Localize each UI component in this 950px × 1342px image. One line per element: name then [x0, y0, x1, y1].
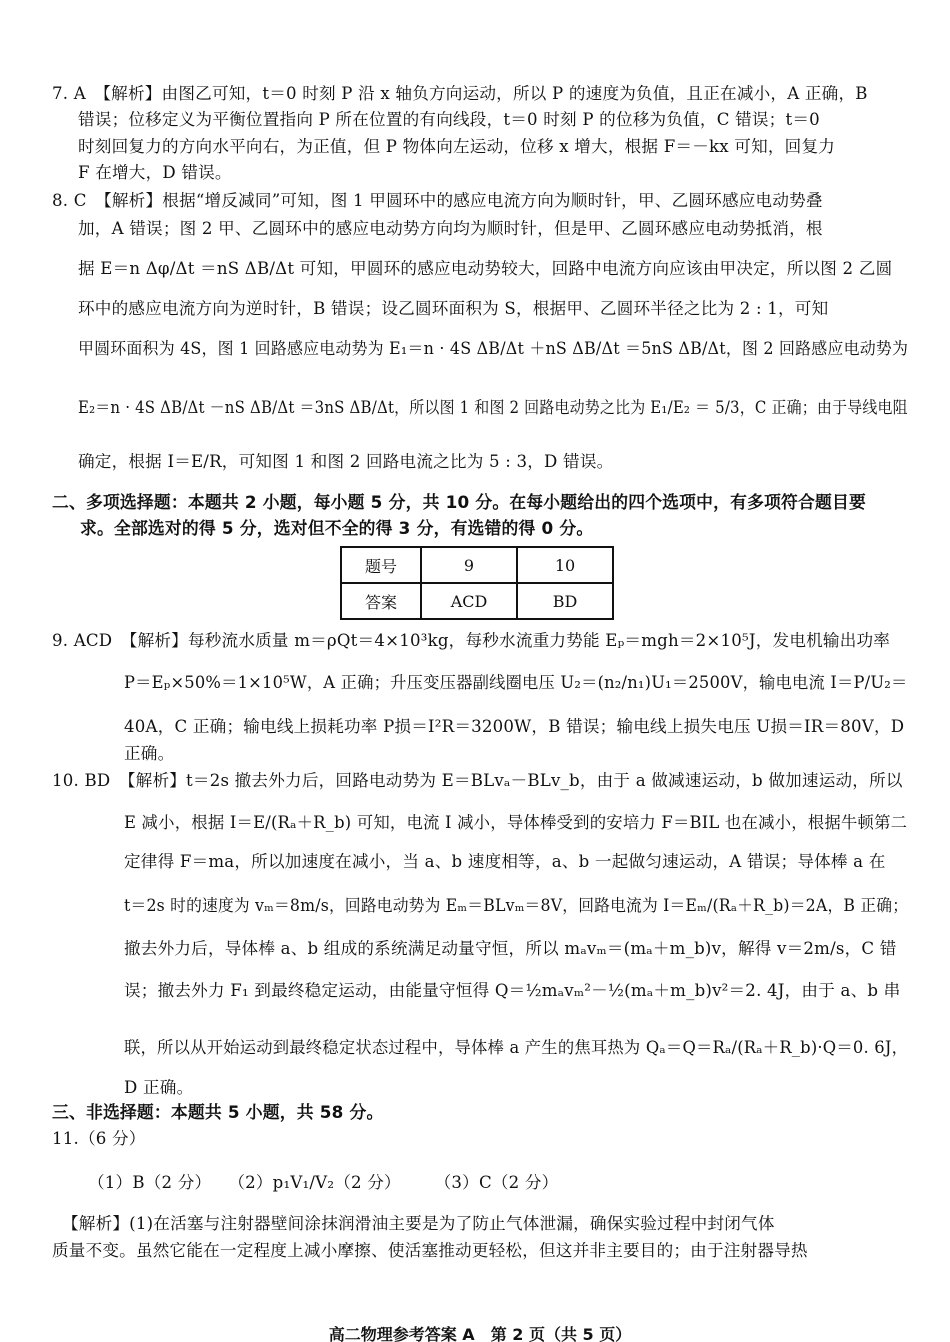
table-cell: 题号	[341, 547, 421, 583]
answer-table	[340, 546, 614, 620]
text-line: 误；撤去外力 F₁ 到最终稳定运动，由能量守恒得 Q＝½mₐvₘ²－½(mₐ＋m_b)v²＝2. 4J，由于 a、b 串	[124, 981, 901, 1000]
text-line: 时刻回复力的方向水平向右，为正值，但 P 物体向左运动，位移 x 增大，根据 F＝－kx 可知，回复力	[78, 137, 836, 156]
text-line: t＝2s 时的速度为 vₘ＝8m/s，回路电动势为 Eₘ＝BLvₘ＝8V，回路电流为 I＝Eₘ/(Rₐ＋R_b)＝2A，B 正确；	[124, 896, 909, 915]
text-line: 据 E＝n Δφ/Δt ＝nS ΔB/Δt 可知，甲圆环的感应电动势较大，回路中电流方向应该由甲决定，所以图 2 乙圆	[78, 259, 893, 278]
text-line: 求。全部选对的得 5 分，选对但不全的得 3 分，有选错的得 0 分。	[80, 518, 594, 538]
table-cell: 9	[421, 547, 517, 583]
text-line: 联，所以从开始运动到最终稳定状态过程中，导体棒 a 产生的焦耳热为 Qₐ＝Q＝Rₐ/(Rₐ＋R_b)·Q＝0. 6J，	[124, 1038, 909, 1057]
text-line: 二、多项选择题：本题共 2 小题，每小题 5 分，共 10 分。在每小题给出的四个选项中，有多项符合题目要	[52, 492, 866, 512]
text-line: 11.（6 分）	[52, 1129, 146, 1148]
text-line: F 在增大，D 错误。	[78, 163, 232, 182]
text-line: 正确。	[124, 744, 175, 763]
text-line: 撤去外力后，导体棒 a、b 组成的系统满足动量守恒，所以 mₐvₘ＝(mₐ＋m_b)v，解得 v＝2m/s，C 错	[124, 939, 897, 958]
text-line: E₂＝n · 4S ΔB/Δt －nS ΔB/Δt ＝3nS ΔB/Δt，所以图 1 和图 2 回路电动势之比为 E₁/E₂ ＝ 5/3，C 正确；由于导线电阻	[78, 398, 908, 417]
table-cell: ACD	[421, 583, 517, 619]
table-cell: 答案	[341, 583, 421, 619]
text-line: 三、非选择题：本题共 5 小题，共 58 分。	[52, 1102, 384, 1122]
text-line: 10. BD 【解析】t＝2s 撤去外力后，回路电动势为 E＝BLvₐ－BLv_b，由于 a 做减速运动，b 做加速运动，所以	[52, 771, 903, 790]
text-line: D 正确。	[124, 1078, 194, 1097]
text-line: 质量不变。虽然它能在一定程度上减小摩擦、使活塞推动更轻松，但这并非主要目的；由于注射器导热	[52, 1241, 808, 1260]
text-line: 7. A 【解析】由图乙可知，t＝0 时刻 P 沿 x 轴负方向运动，所以 P 的速度为负值，且正在减小，A 正确，B	[52, 84, 868, 103]
page-footer: 高二物理参考答案 A 第 2 页（共 5 页）	[328, 1325, 632, 1342]
text-line: P＝Eₚ×50%＝1×10⁵W，A 正确；升压变压器副线圈电压 U₂＝(n₂/n₁)U₁＝2500V，输电电流 I＝P/U₂＝	[124, 673, 908, 692]
table-cell: BD	[517, 583, 613, 619]
text-line: 环中的感应电流方向为逆时针，B 错误；设乙圆环面积为 S，根据甲、乙圆环半径之比为 2 : 1，可知	[78, 299, 829, 318]
text-line: 加，A 错误；图 2 甲、乙圆环中的感应电动势方向均为顺时针，但是甲、乙圆环感应电动势抵消，根	[78, 219, 823, 238]
text-line: 确定，根据 I＝E/R，可知图 1 和图 2 回路电流之比为 5 : 3，D 错误。	[78, 452, 614, 471]
table-row	[341, 583, 613, 619]
text-line: 定律得 F＝ma，所以加速度在减小，当 a、b 速度相等，a、b 一起做匀速运动，A 错误；导体棒 a 在	[124, 852, 886, 871]
text-line: E 减小，根据 I＝E/(Rₐ＋R_b) 可知，电流 I 减小，导体棒受到的安培力 F＝BIL 也在减小，根据牛顿第二	[124, 813, 908, 832]
text-line: 40A，C 正确；输电线上损耗功率 P损＝I²R＝3200W，B 错误；输电线上损失电压 U损＝IR＝80V，D	[124, 717, 905, 736]
text-line: 8. C 【解析】根据“增反减同”可知，图 1 甲圆环中的感应电流方向为顺时针，甲、乙圆环感应电动势叠	[52, 191, 823, 210]
table-row	[341, 547, 613, 583]
text-line: 【解析】(1)在活塞与注射器壁间涂抹润滑油主要是为了防止气体泄漏，确保实验过程中封闭气体	[62, 1214, 775, 1233]
text-line: 甲圆环面积为 4S，图 1 回路感应电动势为 E₁＝n · 4S ΔB/Δt ＋nS ΔB/Δt ＝5nS ΔB/Δt，图 2 回路感应电动势为	[78, 339, 909, 358]
table-cell: 10	[517, 547, 613, 583]
text-line: 9. ACD 【解析】每秒流水质量 m＝ρQt＝4×10³kg，每秒水流重力势能 Eₚ＝mgh＝2×10⁵J，发电机输出功率	[52, 631, 891, 650]
text-line: （1）B（2 分） （2）p₁V₁/V₂（2 分） （3）C（2 分）	[88, 1173, 559, 1192]
text-line: 错误；位移定义为平衡位置指向 P 所在位置的有向线段，t＝0 时刻 P 的位移为负值，C 错误；t＝0	[78, 110, 820, 129]
